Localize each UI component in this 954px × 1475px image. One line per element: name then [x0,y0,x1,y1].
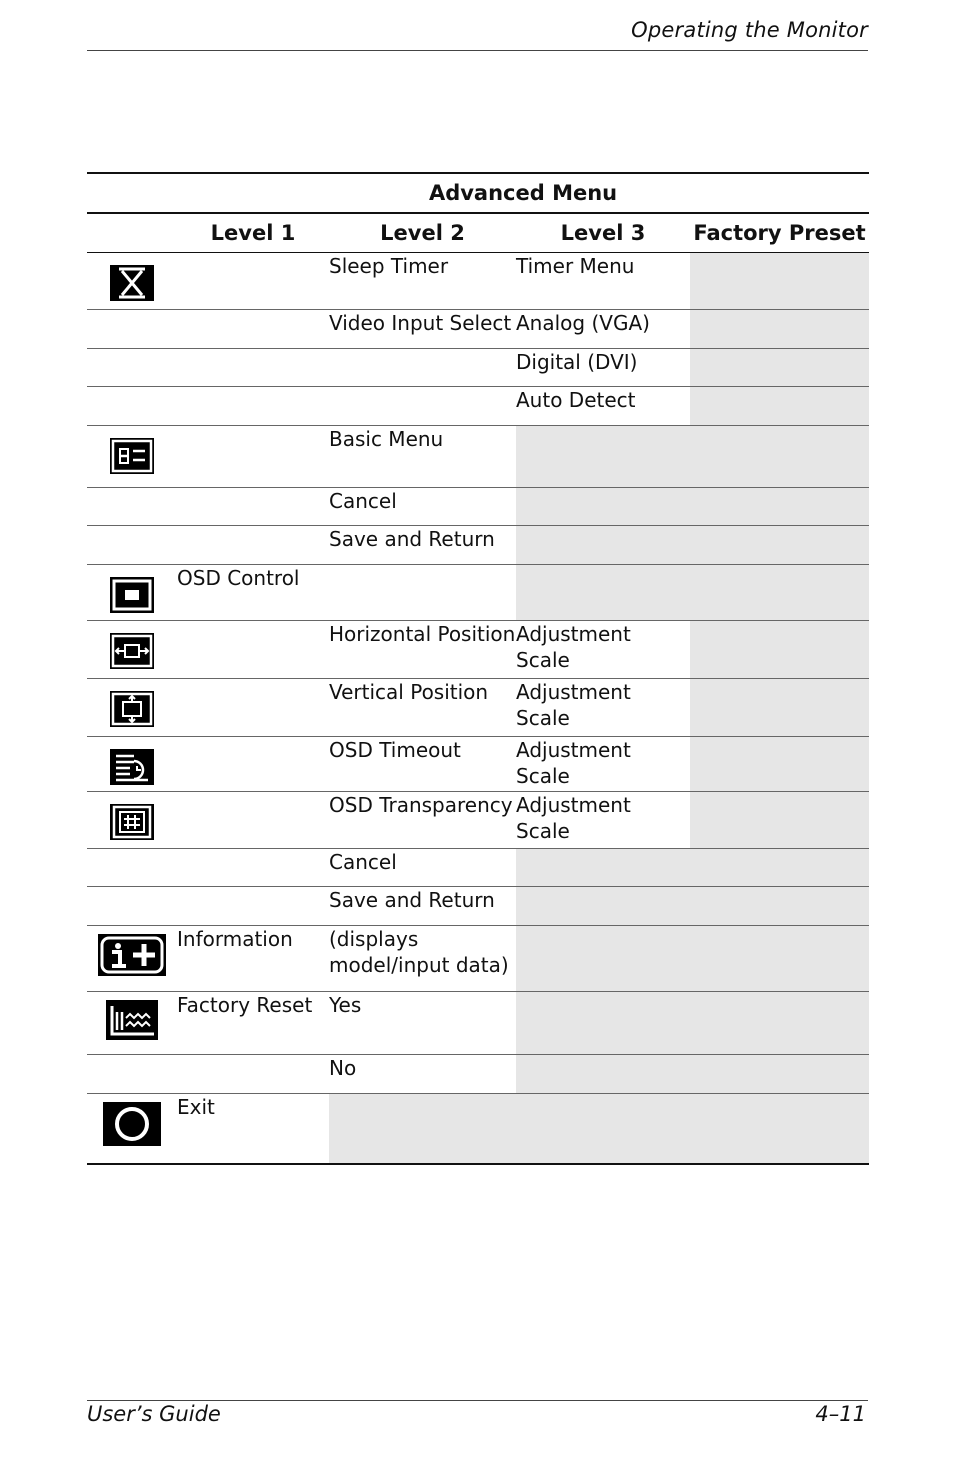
icon-cell [87,310,177,349]
level2-cell: Yes [329,992,516,1055]
level1-cell [177,310,329,349]
preset-cell [690,488,869,526]
level1-cell [177,849,329,887]
level3-cell [516,887,690,926]
level3-cell [516,926,690,992]
level1-cell [177,526,329,565]
icon-cell [87,253,177,310]
level2-cell: (displays model/input data) [329,926,516,992]
level1-cell [177,1055,329,1094]
preset-cell [690,679,869,737]
level3-cell: Adjustment Scale [516,737,690,792]
preset-cell [690,1094,869,1164]
icon-cell [87,887,177,926]
column-header-factory-preset: Factory Preset [690,213,869,253]
level2-cell [329,349,516,387]
level2-cell: Vertical Position [329,679,516,737]
icon-cell [87,621,177,679]
running-header: Operating the Monitor [631,18,868,42]
icon-cell [87,488,177,526]
level2-cell: Horizontal Position [329,621,516,679]
level1-cell [177,792,329,849]
icon-cell [87,1055,177,1094]
icon-cell [87,426,177,488]
table-row [87,253,869,310]
table-row [87,1094,869,1164]
level2-cell: Sleep Timer [329,253,516,310]
advanced-menu-table [87,172,869,1165]
table-row [87,849,869,887]
preset-cell [690,737,869,792]
level3-cell: Auto Detect [516,387,690,426]
level2-cell: OSD Transparency [329,792,516,849]
table-row [87,792,869,849]
level2-cell: OSD Timeout [329,737,516,792]
icon-cell [87,526,177,565]
level3-cell [516,488,690,526]
level1-cell: OSD Control [177,565,329,621]
information-icon [98,934,166,976]
level1-cell [177,621,329,679]
level3-cell [516,426,690,488]
column-header-level1: Level 1 [177,213,329,253]
preset-cell [690,253,869,310]
table-row [87,887,869,926]
icon-cell [87,849,177,887]
level3-cell [516,1055,690,1094]
level1-cell [177,679,329,737]
horizontal-position-icon [110,633,154,669]
level2-cell: Video Input Select [329,310,516,349]
table-row [87,992,869,1055]
preset-cell [690,349,869,387]
icon-cell [87,565,177,621]
icon-cell [87,737,177,792]
level3-cell: Digital (DVI) [516,349,690,387]
icon-cell [87,926,177,992]
level2-cell: Save and Return [329,887,516,926]
vertical-position-icon [110,691,154,727]
table-row [87,349,869,387]
level1-cell [177,737,329,792]
level2-cell [329,565,516,621]
factory-reset-icon [106,1000,158,1040]
level2-cell: Save and Return [329,526,516,565]
table-row [87,426,869,488]
header-rule [87,50,868,51]
level3-cell [516,1094,690,1164]
page-number: 4–11 [815,1402,866,1426]
basic-menu-icon [110,438,154,474]
level3-cell: Analog (VGA) [516,310,690,349]
hourglass-icon [110,265,154,301]
osd-transparency-icon [110,804,154,840]
level3-cell [516,526,690,565]
preset-cell [690,887,869,926]
level3-cell: Timer Menu [516,253,690,310]
icon-cell [87,387,177,426]
osd-timeout-icon [110,749,154,785]
level1-cell [177,426,329,488]
preset-cell [690,426,869,488]
preset-cell [690,526,869,565]
preset-cell [690,792,869,849]
level3-cell: Adjustment Scale [516,792,690,849]
preset-cell [690,310,869,349]
level3-cell: Adjustment Scale [516,679,690,737]
column-header-level3: Level 3 [516,213,690,253]
table-title: Advanced Menu [87,173,869,213]
footer-guide-title: User’s Guide [87,1402,221,1426]
level1-cell [177,253,329,310]
icon-cell [87,992,177,1055]
table-row [87,679,869,737]
table-row [87,387,869,426]
osd-control-icon [110,577,154,613]
table-row [87,526,869,565]
level2-cell: Cancel [329,849,516,887]
preset-cell [690,387,869,426]
table-row [87,488,869,526]
preset-cell [690,849,869,887]
level2-cell: Basic Menu [329,426,516,488]
preset-cell [690,926,869,992]
level1-cell [177,488,329,526]
level2-cell [329,1094,516,1164]
preset-cell [690,1055,869,1094]
table-row [87,565,869,621]
level2-cell [329,387,516,426]
footer-rule [87,1400,868,1401]
preset-cell [690,565,869,621]
icon-cell [87,1094,177,1164]
level1-cell [177,349,329,387]
level1-cell: Factory Reset [177,992,329,1055]
table-row [87,1055,869,1094]
exit-icon [103,1102,161,1146]
level2-cell: No [329,1055,516,1094]
level3-cell [516,565,690,621]
level1-cell [177,887,329,926]
level2-cell: Cancel [329,488,516,526]
level3-cell [516,992,690,1055]
table-row [87,737,869,792]
level1-cell: Exit [177,1094,329,1164]
table-row [87,621,869,679]
preset-cell [690,621,869,679]
table-row [87,310,869,349]
level3-cell: Adjustment Scale [516,621,690,679]
column-header-icon [87,213,177,253]
level1-cell [177,387,329,426]
column-header-level2: Level 2 [329,213,516,253]
icon-cell [87,349,177,387]
table-row [87,926,869,992]
preset-cell [690,992,869,1055]
level3-cell [516,849,690,887]
level1-cell: Information [177,926,329,992]
icon-cell [87,679,177,737]
icon-cell [87,792,177,849]
